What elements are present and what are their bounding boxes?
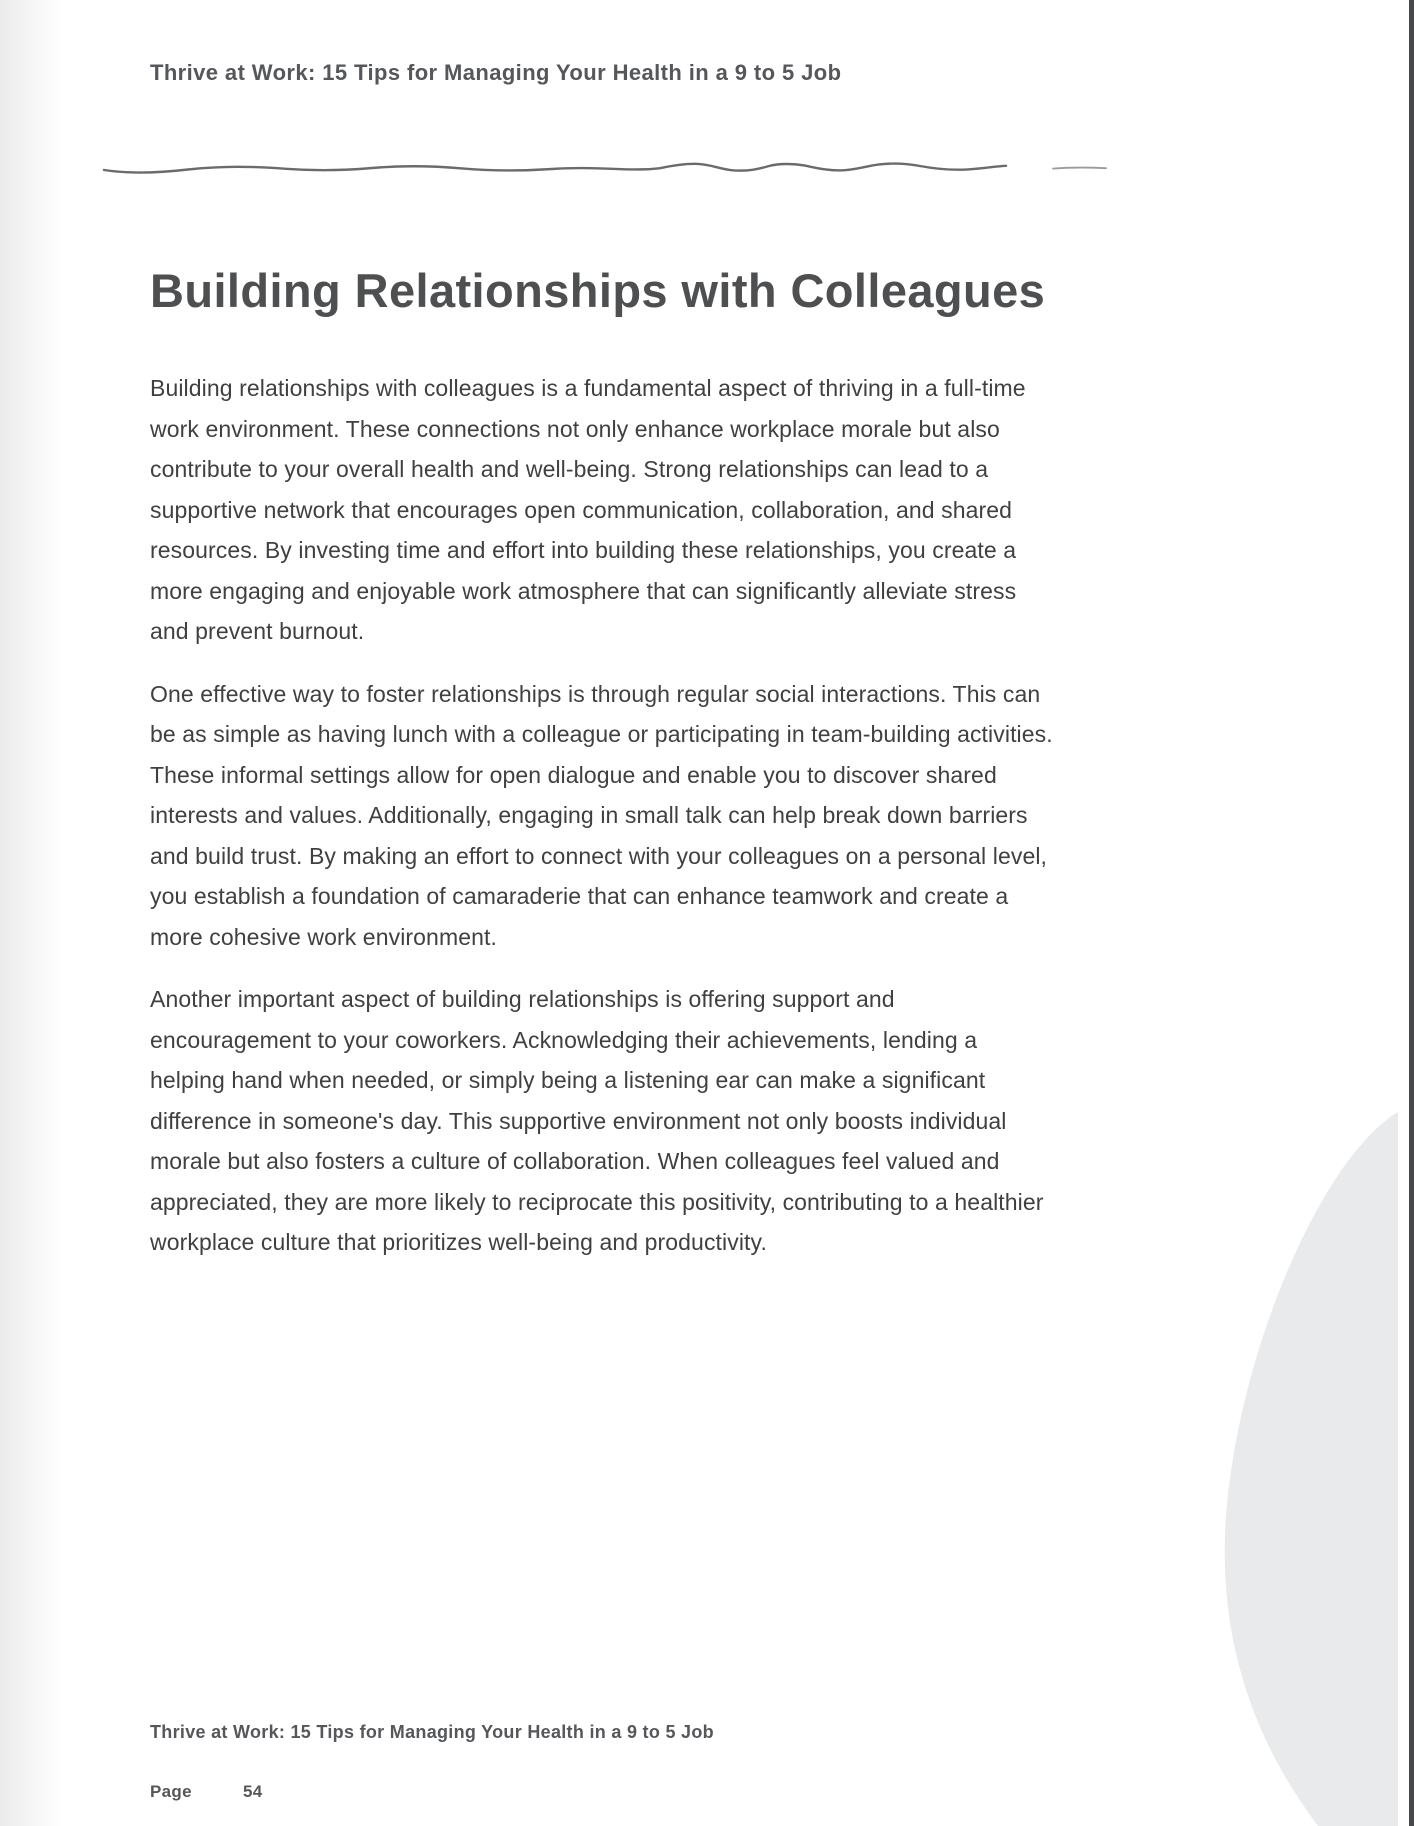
footer-title: Thrive at Work: 15 Tips for Managing Your Health in a 9 to 5 Job — [150, 1722, 714, 1742]
body-text — [150, 368, 1056, 1285]
paragraph-3: Another important aspect of building relationships is offering support and encouragement to your coworkers. Acknowledging their achievements, lending a helping hand when needed, or simply being a listening ear can make a significant difference in someone's day. This supportive environment not only boosts individual morale but also fosters a culture of collaboration. When colleagues feel valued and appreciated, they are more likely to reciprocate this positivity, contributing to a healthier workplace culture that prioritizes well-being and productivity. — [150, 986, 1044, 1255]
running-header: Thrive at Work: 15 Tips for Managing Your Health in a 9 to 5 Job — [150, 60, 842, 85]
paragraph-2: One effective way to foster relationships is through regular social interactions. This can be as simple as having lunch with a colleague or participating in team-building activities. These informal settings allow for open dialogue and enable you to discover shared interests and values. Additionally, engaging in small talk can help break down barriers and build trust. By making an effort to connect with your colleagues on a personal level, you establish a foundation of camaraderie that can enhance teamwork and create a more cohesive work environment. — [150, 680, 1053, 950]
page-number-row — [150, 1782, 263, 1802]
paragraph-1: Building relationships with colleagues is a fundamental aspect of thriving in a full-time work environment. These connections not only enhance workplace morale but also contribute to your overall health and well-being. Strong relationships can lead to a supportive network that encourages open communication, collaboration, and shared resources. By investing time and effort into building these relationships, you create a more engaging and enjoyable work atmosphere that can significantly alleviate stress and prevent burnout. — [150, 375, 1026, 644]
page-number: 54 — [243, 1782, 263, 1801]
page-label: Page — [150, 1782, 192, 1801]
page-title: Building Relationships with Colleagues — [150, 264, 1046, 317]
wavy-divider — [100, 160, 1110, 180]
window-right-border — [1409, 0, 1414, 1826]
page-edge-shadow — [0, 0, 62, 1826]
